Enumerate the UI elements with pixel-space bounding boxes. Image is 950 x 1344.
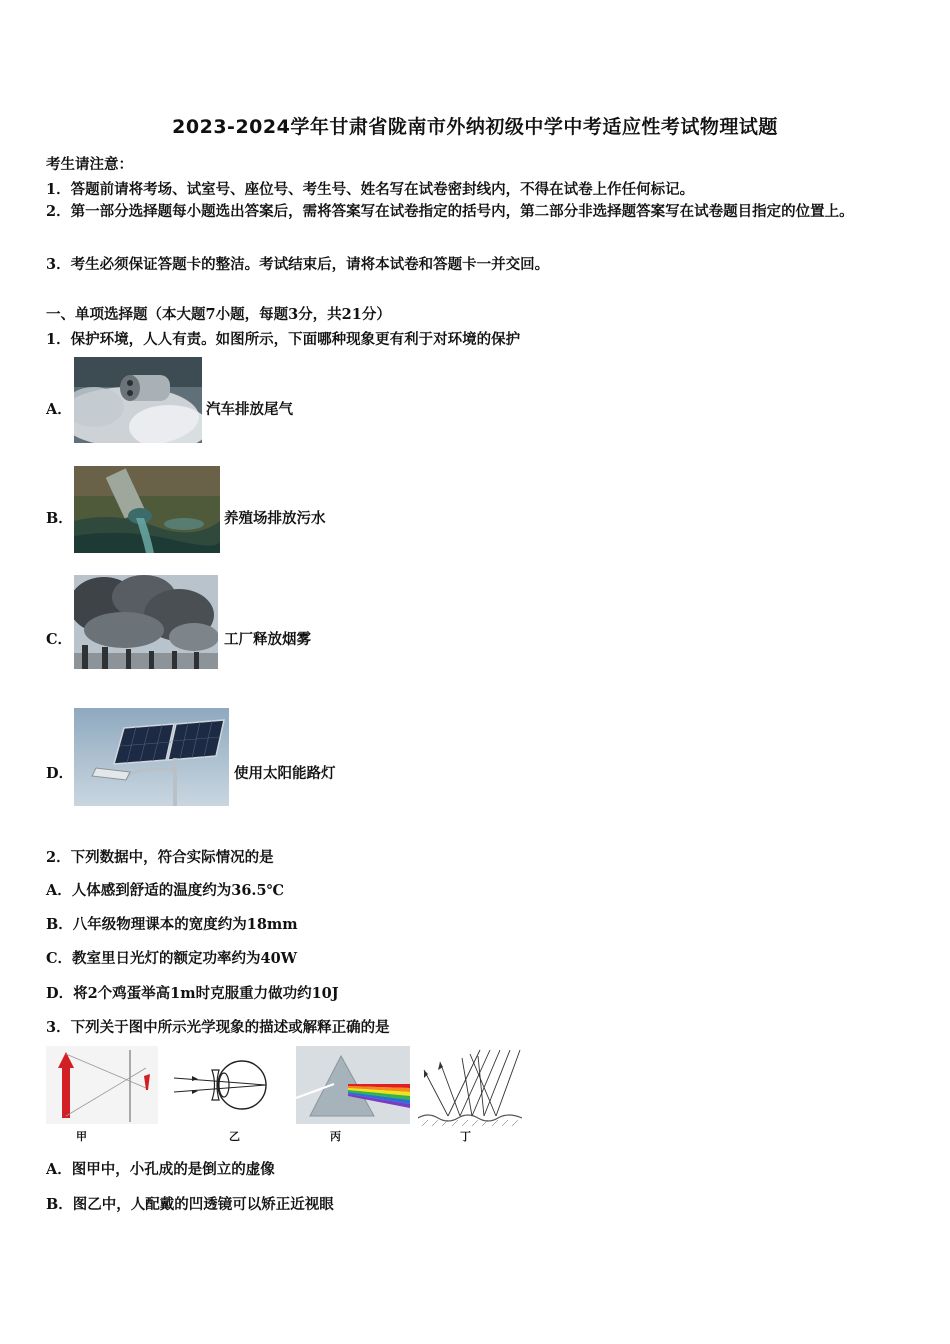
q1-option-d-letter: D． [46, 765, 74, 782]
solar-streetlight-photo [74, 708, 229, 806]
q1-option-c-text: 工厂释放烟雾 [224, 631, 311, 648]
figure-label-bing: 丙 [330, 1130, 341, 1143]
figure-label-jia: 甲 [76, 1130, 87, 1143]
notice-heading: 考生请注意： [46, 156, 133, 173]
q2-option-c: C．教室里日光灯的额定功率约为40W [46, 950, 298, 967]
sewage-pipe-photo [74, 466, 220, 553]
figure-eye-lens-diagram [172, 1050, 280, 1120]
notice-item-2: 2．第一部分选择题每小题选出答案后，需将答案写在试卷指定的括号内，第二部分非选择题答案写在试卷题目指定的位置上。 [46, 203, 854, 220]
question-1-stem: 1．保护环境，人人有责。如图所示，下面哪种现象更有利于对环境的保护 [46, 331, 521, 348]
section-heading: 一、单项选择题（本大题7小题，每题3分，共21分） [46, 306, 391, 323]
q1-option-a-text: 汽车排放尾气 [206, 401, 293, 418]
q3-option-b: B．图乙中，人配戴的凹透镜可以矫正近视眼 [46, 1196, 334, 1213]
q1-option-b-text: 养殖场排放污水 [224, 510, 326, 527]
q2-option-d: D．将2个鸡蛋举高1m时克服重力做功约10J [46, 985, 339, 1002]
q2-option-b: B．八年级物理课本的宽度约为18mm [46, 916, 298, 933]
question-3-stem: 3．下列关于图中所示光学现象的描述或解释正确的是 [46, 1019, 390, 1036]
page-title: 2023-2024学年甘肃省陇南市外纳初级中学中考适应性考试物理试题 [172, 116, 778, 138]
factory-smoke-photo [74, 575, 218, 669]
q2-option-a: A．人体感到舒适的温度约为36.5℃ [46, 882, 284, 899]
q1-option-a-letter: A． [46, 401, 72, 418]
figure-pinhole-diagram [46, 1046, 158, 1124]
q1-option-c-letter: C． [46, 631, 73, 648]
q3-option-a: A．图甲中，小孔成的是倒立的虚像 [46, 1161, 275, 1178]
figure-label-ding: 丁 [460, 1130, 471, 1143]
q1-option-b-letter: B． [46, 510, 73, 527]
notice-item-3: 3．考生必须保证答题卡的整洁。考试结束后，请将本试卷和答题卡一并交回。 [46, 256, 550, 273]
figure-label-yi: 乙 [229, 1130, 240, 1143]
q1-option-d-text: 使用太阳能路灯 [234, 765, 336, 782]
question-2-stem: 2．下列数据中，符合实际情况的是 [46, 849, 274, 866]
car-exhaust-photo [74, 357, 202, 443]
figure-diffuse-reflection [418, 1046, 522, 1126]
notice-item-1: 1．答题前请将考场、试室号、座位号、考生号、姓名写在试卷密封线内，不得在试卷上作任何标记。 [46, 181, 695, 198]
figure-prism-dispersion [296, 1046, 410, 1124]
